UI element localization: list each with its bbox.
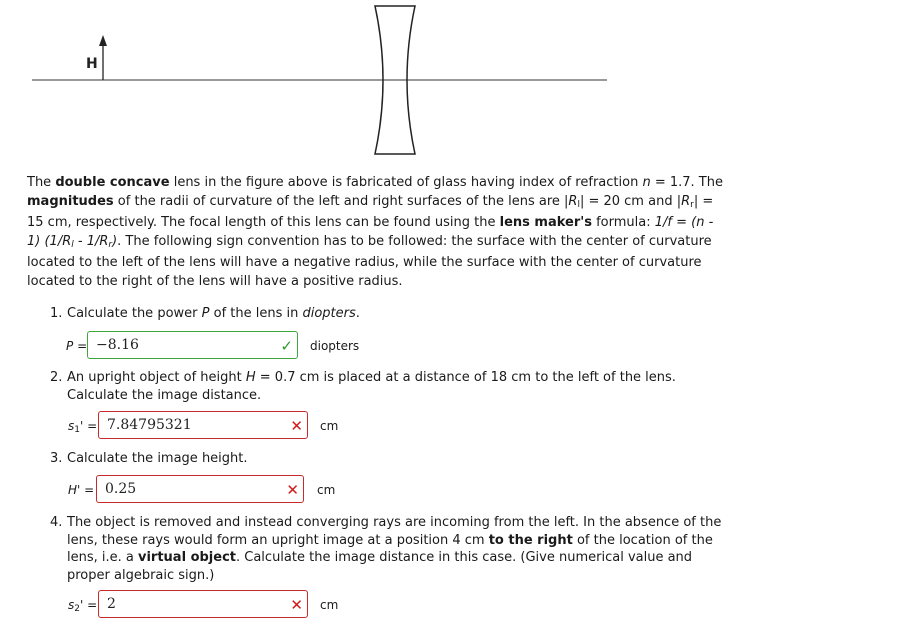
question-2: 2. An upright object of height H = 0.7 cm is placed at a distance of 18 cm to the left of the lens. Calculate the image distance. bbox=[50, 370, 676, 403]
image-distance-unit: cm bbox=[320, 419, 339, 433]
question-1: 1. Calculate the power P of the lens in diopters. bbox=[50, 306, 360, 321]
virtual-image-distance-value: 2 bbox=[107, 596, 116, 612]
image-height-value: 0.25 bbox=[105, 481, 137, 497]
object-arrow-head bbox=[99, 35, 107, 46]
answer-1-label: P = bbox=[66, 339, 88, 353]
answer-3-label: H' = bbox=[68, 483, 95, 497]
lens-maker-formula: 1/f = (n - 1) $(1/R_l - 1/R_r)$ bbox=[27, 215, 714, 250]
answer-4-label: $s_2'$ = bbox=[68, 598, 98, 614]
virtual-image-distance-input[interactable] bbox=[98, 590, 308, 618]
object-label-H: H bbox=[86, 56, 98, 72]
problem-description: The double concave lens in the figure above is fabricated of glass having index of refraction n = 1.7. The magnitudes of the radii of curvature of the left and right surfaces of the lens are $|R_l| = 20$ cm and $|R_r| = 15$ cm, respectively. The focal length of this lens can be found using the lens maker's formula: 1/f = (n - 1) $(1/R_l - 1/R_r)$. The following sign convention has to be followed: the surface with the center of curvature located to the left of the lens will have a negative radius, while the surface with the center of curvature located to the right of the lens will have a positive radius. bbox=[27, 175, 723, 289]
incorrect-x-icon: ✕ bbox=[290, 596, 303, 614]
answer-2-label: $s_1'$ = bbox=[68, 419, 98, 435]
lens-type: double concave bbox=[55, 175, 170, 190]
incorrect-x-icon: ✕ bbox=[290, 417, 303, 435]
lens-figure bbox=[0, 0, 910, 165]
correct-check-icon: ✓ bbox=[280, 337, 293, 355]
image-distance-input[interactable] bbox=[98, 411, 308, 439]
image-height-input[interactable] bbox=[96, 475, 304, 503]
image-height-unit: cm bbox=[317, 483, 336, 497]
power-unit: diopters bbox=[310, 339, 360, 353]
virtual-image-distance-unit: cm bbox=[320, 598, 339, 612]
incorrect-x-icon: ✕ bbox=[286, 481, 299, 499]
question-3: 3. Calculate the image height. bbox=[50, 451, 248, 466]
power-input[interactable] bbox=[87, 331, 298, 359]
image-distance-value: 7.84795321 bbox=[107, 417, 192, 433]
question-4: 4. The object is removed and instead converging rays are incoming from the left. In the absence of the lens, these rays would form an upright image at a position 4 cm to the right of the location of the lens, i.e. a virtual object. Calculate the image distance in this case. (Give numerical value and proper algebraic sign.) bbox=[50, 515, 722, 583]
power-value: −8.16 bbox=[96, 337, 139, 353]
